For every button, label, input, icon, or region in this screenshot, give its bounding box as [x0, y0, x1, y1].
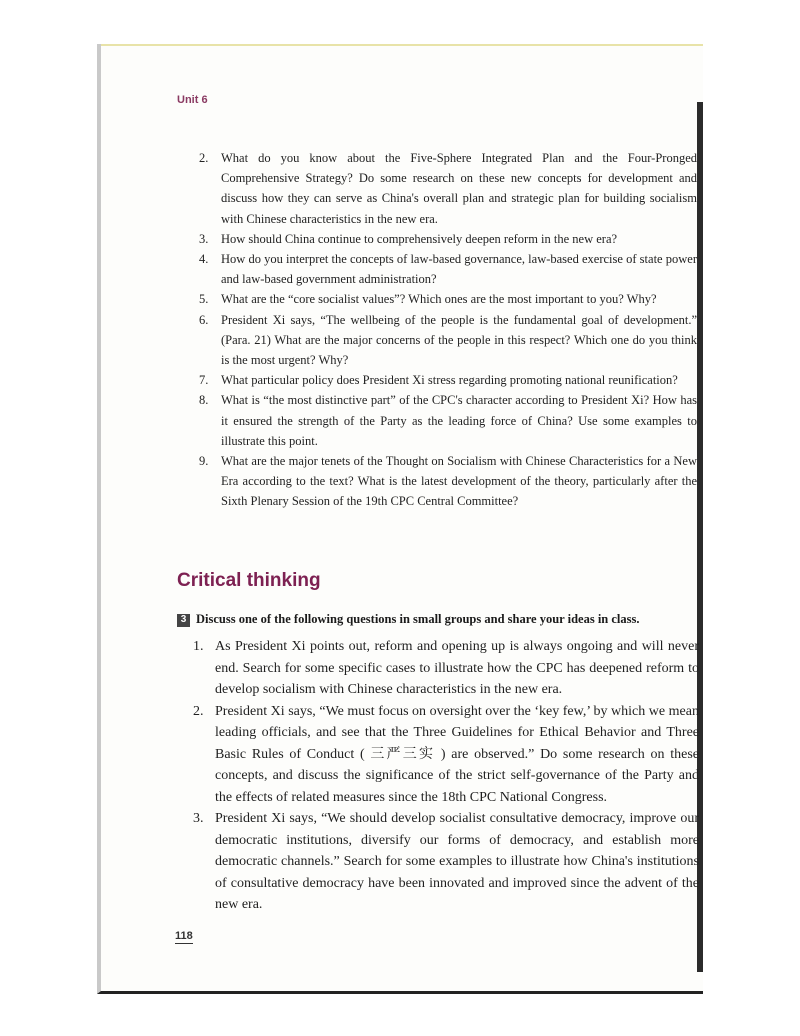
item-text: President Xi says, “We should develop socialist consultative democracy, improve our democratic institutions, diversify our forms of democracy, and establish more democratic channels.” Search for some examples to illustrate how China's institutions of consultative democracy have been innovated and improved since the advent of the new era. — [215, 811, 699, 912]
item-number: 9. — [199, 454, 209, 469]
task-instruction — [177, 612, 703, 627]
item-number: 7. — [199, 373, 209, 388]
question-list — [199, 148, 697, 512]
list-item — [193, 808, 699, 916]
item-number: 2. — [199, 151, 209, 165]
item-text: What are the “core socialist values”? Which ones are the most important to you? Why? — [221, 292, 657, 307]
item-text: What are the major tenets of the Thought on Socialism with Chinese Characteristics for a New Era according to the text? What is the latest development of the theory, particularly after the Sixth Plenary Session of the 19th CPC Central Committee? — [221, 454, 697, 509]
list-item — [199, 310, 697, 371]
book-page — [97, 44, 703, 994]
item-text: What is “the most distinctive part” of the CPC's character according to President Xi? How has it ensured the strength of the Party as the leading force of China? Use some examples to illustrate this point. — [221, 393, 697, 448]
item-number: 1. — [193, 639, 204, 654]
list-item — [199, 229, 697, 249]
list-item — [199, 451, 697, 512]
discussion-list — [193, 636, 699, 916]
list-item — [193, 636, 699, 701]
list-item — [199, 148, 697, 229]
section-heading: Critical thinking — [177, 570, 321, 591]
item-number: 2. — [193, 703, 204, 719]
item-text: As President Xi points out, reform and opening up is always ongoing and will never end. Search for some specific cases to illustrate how the CPC has deepened reform to develop socialism with Chinese characteristics in the new era. — [215, 639, 699, 697]
unit-label: Unit 6 — [177, 94, 208, 106]
item-number: 5. — [199, 292, 209, 307]
item-number: 4. — [199, 252, 209, 267]
item-number: 6. — [199, 312, 209, 327]
item-number: 8. — [199, 393, 209, 408]
item-number: 3. — [193, 811, 204, 826]
list-item — [199, 370, 697, 390]
item-text: President Xi says, “The wellbeing of the people is the fundamental goal of development.” (Para. 21) What are the major concerns of the people in this respect? Which one do you think is the most urgent? Why? — [221, 312, 697, 368]
page-number: 118 — [175, 930, 193, 942]
item-text: What do you know about the Five-Sphere Integrated Plan and the Four-Pronged Comprehensive Strategy? Do some research on these new concepts for development and discuss how they can serve as China's overall plan and strategic plan for building socialism with Chinese characteristics in the new era. — [221, 151, 697, 226]
task-number-badge: 3 — [177, 614, 190, 627]
item-text: How should China continue to comprehensively deepen reform in the new era? — [221, 231, 618, 246]
item-number: 3. — [199, 231, 209, 246]
list-item — [193, 701, 699, 809]
list-item — [199, 289, 697, 309]
item-text: How do you interpret the concepts of law-based governance, law-based exercise of state power and law-based government administration? — [221, 252, 697, 287]
task-text: Discuss one of the following questions in small groups and share your ideas in class. — [196, 612, 640, 626]
item-text: President Xi says, “We must focus on oversight over the ‘key few,’ by which we mean leading officials, and see that the Three Guidelines for Ethical Behavior and Three Basic Rules of Conduct ( 三严三实 ) are observed.” Do some research on these concepts, and discuss the significance of the strict self-governance of the Party and the effects of related measures since the 18th CPC National Congress. — [215, 703, 699, 805]
page-top-edge — [101, 44, 703, 46]
item-text: What particular policy does President Xi stress regarding promoting national reunification? — [221, 373, 678, 388]
list-item — [199, 390, 697, 451]
list-item — [199, 249, 697, 289]
